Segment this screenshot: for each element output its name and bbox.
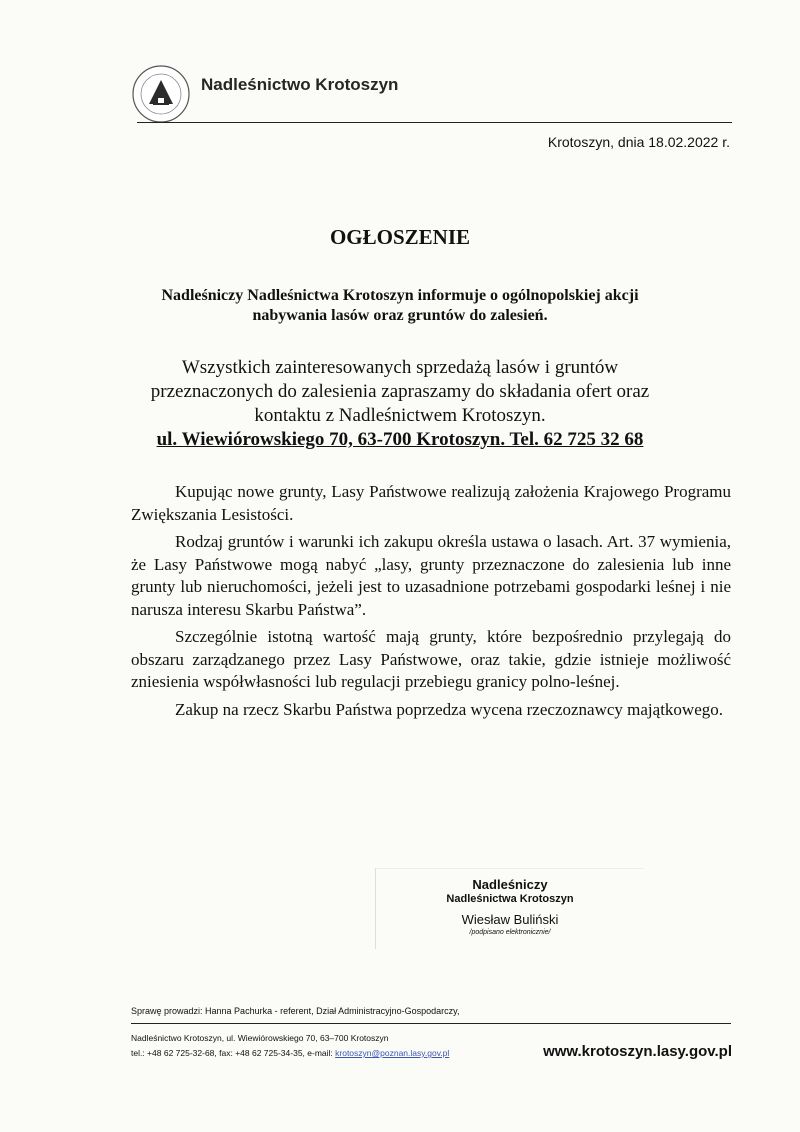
lasy-panstwowe-logo xyxy=(131,64,191,124)
invitation xyxy=(80,356,720,452)
intro-statement xyxy=(100,286,700,326)
document-title: OGŁOSZENIE xyxy=(329,225,471,249)
org-name: Nadleśnictwo Krotoszyn xyxy=(201,75,399,94)
invite-line: Wszystkich zainteresowanych sprzedażą lasów i gruntów xyxy=(181,357,619,378)
header-divider xyxy=(137,122,732,123)
footer-email-link[interactable]: krotoszyn@poznan.lasy.gov.pl xyxy=(335,1048,450,1058)
signatory-title: Nadleśniczy xyxy=(472,877,548,892)
intro-line: Nadleśniczy Nadleśnictwa Krotoszyn informuje o ogólnopolskiej akcji xyxy=(161,287,639,304)
intro-line: nabywania lasów oraz gruntów do zalesień. xyxy=(252,307,548,324)
body-paragraph: Kupując nowe grunty, Lasy Państwowe realizują założenia Krajowego Programu Zwiększania Lesistości. xyxy=(131,482,731,524)
announcement-body xyxy=(131,481,731,726)
body-paragraph: Rodzaj gruntów i warunki ich zakupu określa ustawa o lasach. Art. 37 wymienia, że Lasy Państwowe mogą nabyć „lasy, grunty przeznaczone do zalesienia lub inne grunty lub nieruchomości, jeżeli jest to uzasadnione potrzebami gospodarki leśnej i nie narusza interesu Skarbu Państwa”. xyxy=(131,532,731,619)
footer-contact xyxy=(131,1048,449,1058)
footer-divider xyxy=(131,1023,731,1024)
footer-website-link[interactable]: www.krotoszyn.lasy.gov.pl xyxy=(543,1043,732,1060)
signatory-org: Nadleśnictwa Krotoszyn xyxy=(446,893,574,905)
letterhead xyxy=(131,64,731,124)
signature-note: /podpisano elektronicznie/ xyxy=(469,929,551,936)
signatory-name: Wiesław Buliński xyxy=(461,912,559,927)
invite-line: kontaktu z Nadleśnictwem Krotoszyn. xyxy=(254,405,546,426)
footer-phone-fax: tel.: +48 62 725-32-68, fax: +48 62 725-34-35, e-mail: xyxy=(131,1048,336,1058)
footer-address: Nadleśnictwo Krotoszyn, ul. Wiewiórowskiego 70, 63–700 Krotoszyn xyxy=(131,1033,389,1043)
contact-address: ul. Wiewiórowskiego 70, 63-700 Krotoszyn. Tel. 62 725 32 68 xyxy=(156,429,644,450)
invite-line: przeznaczonych do zalesienia zapraszamy do składania ofert oraz xyxy=(150,381,650,402)
body-paragraph: Zakup na rzecz Skarbu Państwa poprzedza wycena rzeczoznawcy majątkowego. xyxy=(175,699,723,719)
handled-by: Sprawę prowadzi: Hanna Pachurka - referent, Dział Administracyjno-Gospodarczy, xyxy=(131,1006,460,1016)
body-paragraph: Szczególnie istotną wartość mają grunty, które bezpośrednio przylegają do obszaru zarządzanego przez Lasy Państwowe, oraz takie, gdzie istnieje możliwość zniesienia współwłasności lub regulacji przebiegu granicy polno-leśnej. xyxy=(131,627,731,691)
document-date: Krotoszyn, dnia 18.02.2022 r. xyxy=(547,134,730,150)
signature-block xyxy=(375,868,644,949)
